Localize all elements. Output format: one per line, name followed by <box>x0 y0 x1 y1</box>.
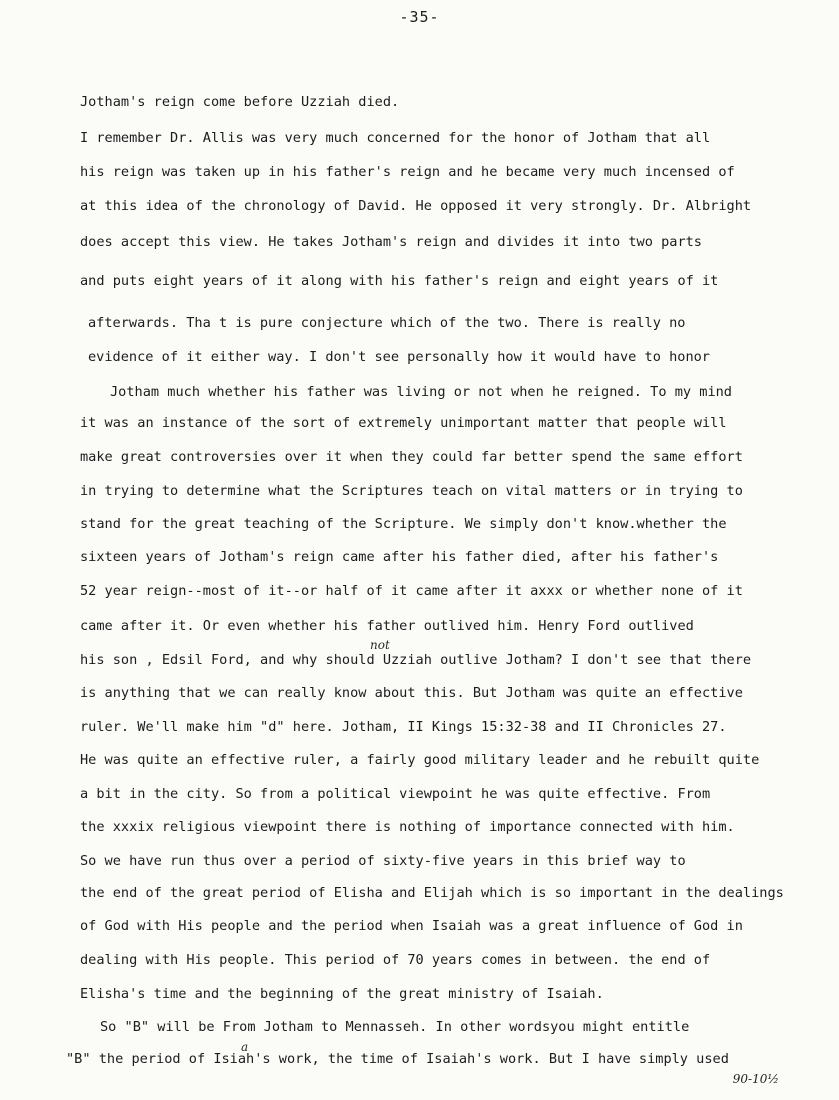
text-line: came after it. Or even whether his father outlived him. Henry Ford outlived <box>80 618 694 634</box>
text-line: is anything that we can really know about this. But Jotham was quite an effective <box>80 685 743 701</box>
text-line: the xxxix religious viewpoint there is nothing of importance connected with him. <box>80 819 735 835</box>
text-line: Elisha's time and the beginning of the great ministry of Isaiah. <box>80 986 604 1002</box>
text-line: So we have run thus over a period of sixty-five years in this brief way to <box>80 853 686 869</box>
text-line: of God with His people and the period when Isaiah was a great influence of God in <box>80 918 743 934</box>
text-line: evidence of it either way. I don't see personally how it would have to honor <box>88 349 710 365</box>
text-line: in trying to determine what the Scriptures teach on vital matters or in trying to <box>80 483 743 499</box>
text-line: Jotham much whether his father was living or not when he reigned. To my mind <box>110 384 732 400</box>
page-number: -35- <box>399 8 440 26</box>
text-line: He was quite an effective ruler, a fairly good military leader and he rebuilt quite <box>80 752 760 768</box>
text-line: dealing with His people. This period of 70 years comes in between. the end of <box>80 952 711 968</box>
text-line: sixteen years of Jotham's reign came after his father died, after his father's <box>80 549 719 565</box>
handwritten-page-reference: 90-10½ <box>732 1072 779 1086</box>
text-line: 52 year reign--most of it--or half of it came after it axxx or whether none of it <box>80 583 743 599</box>
text-line: his reign was taken up in his father's reign and he became very much incensed of <box>80 164 735 180</box>
handwritten-insert-not: not <box>370 638 390 652</box>
text-line: his son , Edsil Ford, and why should Uzziah outlive Jotham? I don't see that there <box>80 652 752 668</box>
text-line: does accept this view. He takes Jotham's reign and divides it into two parts <box>80 234 702 250</box>
text-line: make great controversies over it when they could far better spend the same effort <box>80 449 743 465</box>
text-line: stand for the great teaching of the Scripture. We simply don't know.whether the <box>80 516 727 532</box>
text-line: So "B" will be From Jotham to Mennasseh. In other wordsyou might entitle <box>100 1019 690 1035</box>
text-line: "B" the period of Isiah's work, the time of Isaiah's work. But I have simply used <box>66 1051 729 1067</box>
text-line: and puts eight years of it along with his father's reign and eight years of it <box>80 273 719 289</box>
text-line: Jotham's reign come before Uzziah died. <box>80 94 400 110</box>
text-line: afterwards. Tha t is pure conjecture which of the two. There is really no <box>88 315 686 331</box>
text-line: the end of the great period of Elisha and Elijah which is so important in the dealings <box>80 885 784 901</box>
text-line: it was an instance of the sort of extremely unimportant matter that people will <box>80 415 727 431</box>
text-line: at this idea of the chronology of David. He opposed it very strongly. Dr. Albright <box>80 198 752 214</box>
text-line: ruler. We'll make him "d" here. Jotham, II Kings 15:32-38 and II Chronicles 27. <box>80 719 727 735</box>
handwritten-insert-a: a <box>241 1040 249 1054</box>
text-line: I remember Dr. Allis was very much concerned for the honor of Jotham that all <box>80 130 711 146</box>
text-line: a bit in the city. So from a political viewpoint he was quite effective. From <box>80 786 711 802</box>
